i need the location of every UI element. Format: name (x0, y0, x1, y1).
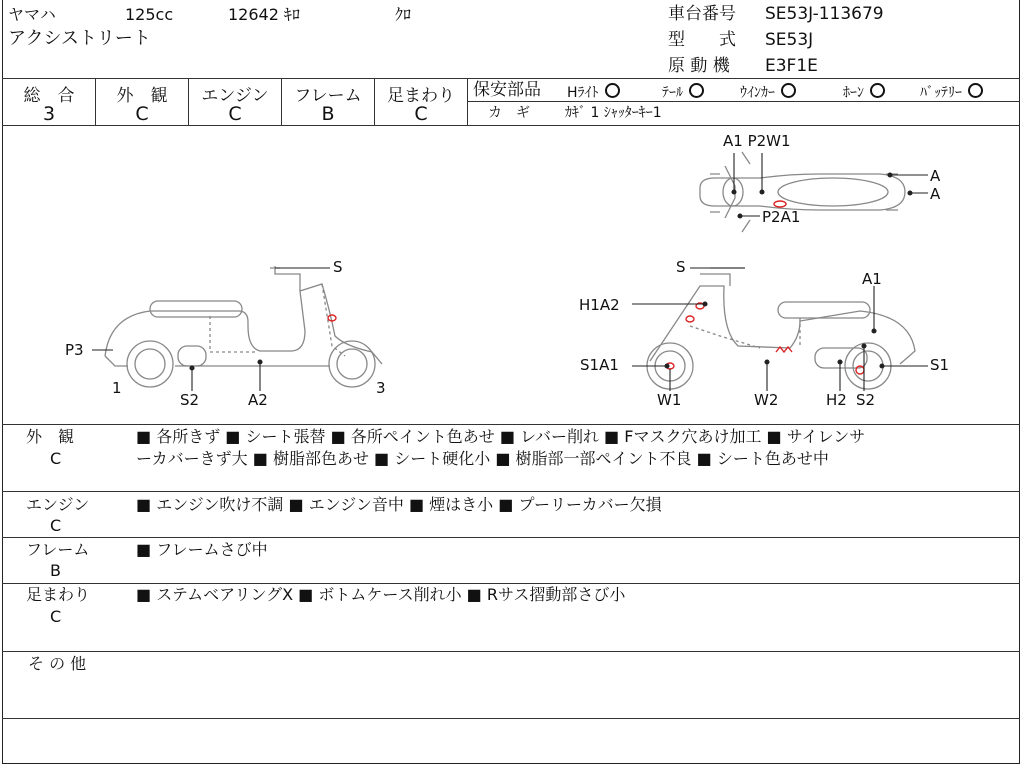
safety-item-headlight: Hﾗｲﾄ (567, 83, 620, 100)
section-line: ーカバーきず大 ■ 樹脂部色あせ ■ シート硬化小 ■ 樹脂部一部ペイント不良 ■ シート色あせ中 (136, 449, 829, 468)
grade-value-engine: C (228, 103, 242, 125)
label-w1: W1 (657, 391, 682, 409)
grade-label-engine: エンジン (201, 86, 269, 106)
label-a: A (930, 167, 941, 185)
label-s2: S2 (180, 391, 200, 409)
ok-circle-icon (968, 83, 983, 98)
divider (2, 537, 1020, 538)
label-s: S (333, 258, 343, 276)
section-name: 足まわり (26, 585, 91, 604)
label-a1p2w1: A1 P2W1 (723, 132, 791, 150)
divider (2, 78, 1020, 79)
section-line: ■ フレームさび中 (136, 540, 268, 559)
label-s2: S2 (856, 391, 876, 409)
label-3: 3 (376, 379, 386, 397)
callout-lines (92, 153, 928, 391)
mileage: 12642 ｷﾛ (228, 5, 300, 24)
scooter-top-view (700, 152, 905, 232)
safety-title: 保安部品 (473, 80, 541, 100)
key-label: カ ギ (488, 105, 530, 121)
grade-value-frame: B (321, 103, 335, 125)
label-s1: S1 (930, 356, 950, 374)
key-value: ｶｷﾞ 1 ｼｬｯﾀｰｷｰ1 (565, 105, 662, 121)
label-a2: A2 (248, 391, 268, 409)
type-value: SE53J (765, 30, 814, 50)
grade-value-suspension: C (414, 103, 428, 125)
grade-value-overall: 3 (42, 103, 56, 125)
grade-label-frame: フレーム (294, 86, 362, 106)
frame-no-label: 車台番号 (668, 4, 736, 24)
divider (467, 78, 468, 125)
label-s1a1: S1A1 (580, 356, 619, 374)
section-name: そ の 他 (28, 654, 87, 673)
section-name: エンジン (26, 495, 90, 514)
engine-value: E3F1E (765, 56, 818, 76)
grade-label-exterior: 外 観 (116, 86, 168, 106)
maker: ヤマハ (8, 5, 56, 24)
label-1: 1 (112, 379, 122, 397)
section-name: フレーム (26, 540, 90, 559)
label-a1: A1 (862, 270, 882, 288)
grade-value-exterior: C (135, 103, 149, 125)
section-name: 外 観 (26, 427, 75, 446)
grade-label-overall: 総 合 (23, 86, 75, 106)
engine-label: 原 動 機 (668, 56, 730, 76)
model-name: アクシストリート (8, 28, 151, 49)
divider (2, 424, 1020, 425)
label-p2a1: P2A1 (762, 208, 801, 226)
section-grade: C (50, 607, 62, 626)
ok-circle-icon (781, 83, 796, 98)
safety-item-tail: ﾃｰﾙ (662, 83, 704, 100)
section-grade: C (50, 449, 62, 468)
type-label: 型 式 (668, 30, 736, 50)
color: ｸﾛ (395, 5, 412, 24)
section-line: ■ エンジン吹け不調 ■ エンジン音中 ■ 煙はき小 ■ プーリーカバー欠損 (136, 495, 662, 514)
divider (2, 491, 1020, 492)
safety-item-horn: ﾎｰﾝ (843, 83, 885, 100)
scooter-left-view (105, 266, 382, 387)
safety-item-winker: ｳｲﾝｶｰ (740, 83, 796, 100)
label-a: A (930, 185, 941, 203)
ok-circle-icon (870, 83, 885, 98)
safety-item-battery: ﾊﾞｯﾃﾘｰ (920, 83, 983, 100)
frame-no: SE53J-113679 (765, 4, 884, 24)
displacement: 125cc (125, 5, 174, 24)
divider (467, 101, 1020, 102)
section-grade: B (50, 561, 61, 580)
ok-circle-icon (605, 83, 620, 98)
divider (2, 651, 1020, 652)
label-h2: H2 (826, 391, 847, 409)
divider (2, 718, 1020, 719)
section-line: ■ ステムベアリングX ■ ボトムケース削れ小 ■ Rサス摺動部さび小 (136, 585, 626, 604)
grade-label-suspension: 足まわり (387, 86, 455, 106)
label-p3: P3 (65, 341, 84, 359)
damage-diagram (0, 126, 1024, 426)
label-h1a2: H1A2 (579, 296, 620, 314)
section-line: ■ 各所きず ■ シート張替 ■ 各所ペイント色あせ ■ レバー削れ ■ Fマスク穴あけ加工 ■ サイレンサ (136, 427, 866, 446)
label-w2: W2 (754, 391, 779, 409)
divider (2, 583, 1020, 584)
ok-circle-icon (689, 83, 704, 98)
section-grade: C (50, 516, 62, 535)
label-s: S (676, 258, 686, 276)
